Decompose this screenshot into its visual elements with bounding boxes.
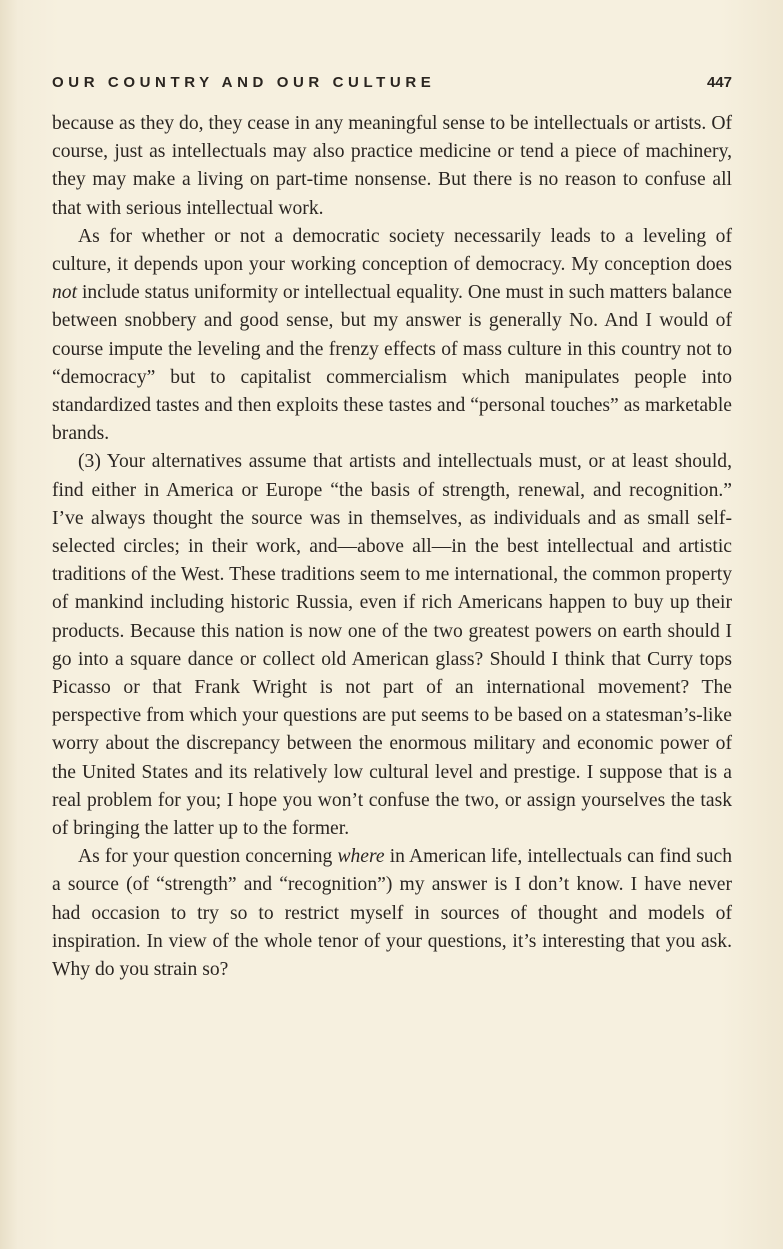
paragraph-text: include status uniformity or intellectual equality. One must in such matters balance between snobbery and good sense, but my answer is generally No. And I would of course impute the leveling and the frenzy effects of mass culture in this country not to “democracy” but to capitalist commercialism which manipulates people into standardized tastes and then exploits these tastes and “personal touches” as marketable brands.: [52, 282, 732, 445]
page-header: [52, 66, 732, 96]
emphasis-text: where: [337, 846, 385, 868]
emphasis-text: not: [52, 282, 78, 304]
paragraph-text: As for whether or not a democratic society necessarily leads to a leveling of culture, it depends upon your working conception of democracy. My conception does: [52, 225, 732, 276]
paragraph-continuation: because as they do, they cease in any meaningful sense to be intellectuals or artists. Of course, just as intellectuals may also practice medicine or tend a piece of machinery, they may make a living on part-time nonsense. But there is no reason to confuse all that with serious intellectual work.: [52, 113, 732, 219]
page-number: 447: [706, 74, 732, 91]
paragraph-alternatives: (3) Your alternatives assume that artists and intellectuals must, or at least should, find either in America or Europe “the basis of strength, renewal, and recognition.” I’ve always thought the source was in themselves, as individuals and as small self-selected circles; in their work, and—above all—in the best intellectual and artistic traditions of the West. These traditions seem to me international, the common property of mankind including historic Russia, even if rich Americans happen to buy up their products. Because this nation is now one of the two greatest powers on earth should I go into a square dance or collect old American glass? Should I think that Curry tops Picasso or that Frank Wright is not part of an international movement? The perspective from which your questions are put seems to be based on a statesman’s-like worry about the discrepancy between the enormous military and economic power of the United States and its relatively low cultural level and prestige. I suppose that is a real problem for you; I hope you won’t confuse the two, or assign yourselves the task of bringing the latter up to the former.: [52, 451, 732, 840]
paragraph-democracy: [52, 223, 732, 449]
paragraph-text: As for your question concerning: [78, 846, 338, 868]
paragraph-text: in American life, intellectuals can find such a source (of “strength” and “recognition”) my answer is I don’t know. I have never had occasion to try so to restrict myself in sources of thought and models of inspiration. In view of the whole tenor of your questions, it’s interesting that you ask. Why do you strain so?: [52, 846, 732, 981]
body-text: [52, 110, 732, 984]
running-head: OUR COUNTRY AND OUR CULTURE: [52, 74, 436, 91]
paragraph-where: [52, 843, 732, 984]
